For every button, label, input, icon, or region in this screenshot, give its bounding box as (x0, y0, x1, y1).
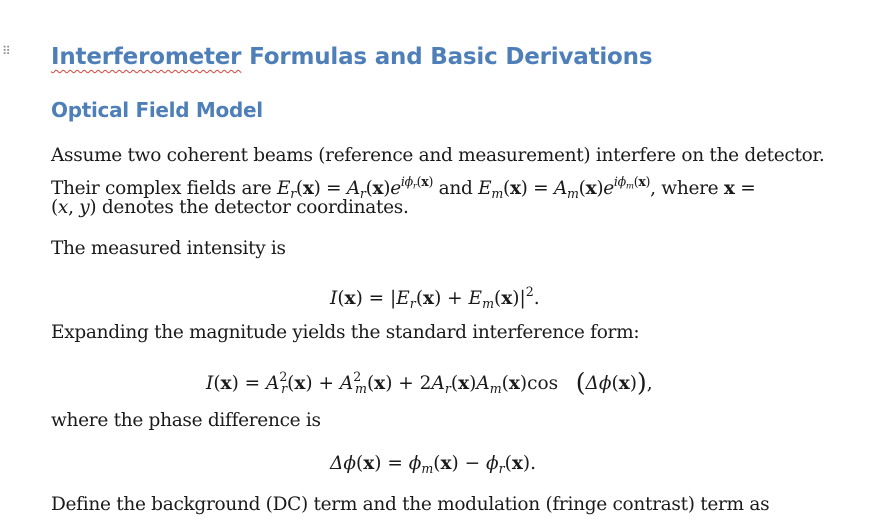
section-heading: Optical Field Model (51, 98, 263, 122)
paragraph-line: where the phase difference is (51, 410, 321, 431)
equation-intensity: $I(x) = |E_r(x) + E_m(x)|^2$. (330, 284, 540, 311)
formula-reference-field: $E_r(x) = A_r(x)e^{i\phi_r(x)}$ (276, 174, 434, 201)
paragraph-line: Expanding the magnitude yields the standard interference form: (51, 322, 640, 343)
paragraph-line: Their complex fields are $E_r(x) = A_r(x)e^{i\phi_r(x)}$ and $E_m(x) = A_m(x)e^{i\phi_m(x)}$, where x = (51, 174, 756, 201)
equation-phase-difference: $\Delta\phi(x) = \phi_m(x) - \phi_r(x)$. (330, 453, 537, 476)
paragraph-line: Define the background (DC) term and the modulation (fringe contrast) term as (51, 494, 770, 515)
equation-interference: $I(x) = A^2_r(x) + A^2_m(x) + 2A_r(x)A_m(x)\cos$ (Δϕ(x)), (206, 368, 653, 398)
paragraph-line: Assume two coherent beams (reference and measurement) interfere on the detector. (51, 145, 825, 166)
paragraph-line: The measured intensity is (51, 238, 286, 259)
formula-measurement-field: $E_m(x) = A_m(x)e^{i\phi_m(x)}$ (478, 174, 651, 201)
drag-handle-icon[interactable]: ⠿ (2, 44, 10, 58)
spellcheck-word: Interferometer (51, 44, 242, 70)
page-title: Interferometer Formulas and Basic Derivations (51, 44, 653, 70)
paragraph-line: (x, y) denotes the detector coordinates. (51, 197, 409, 218)
